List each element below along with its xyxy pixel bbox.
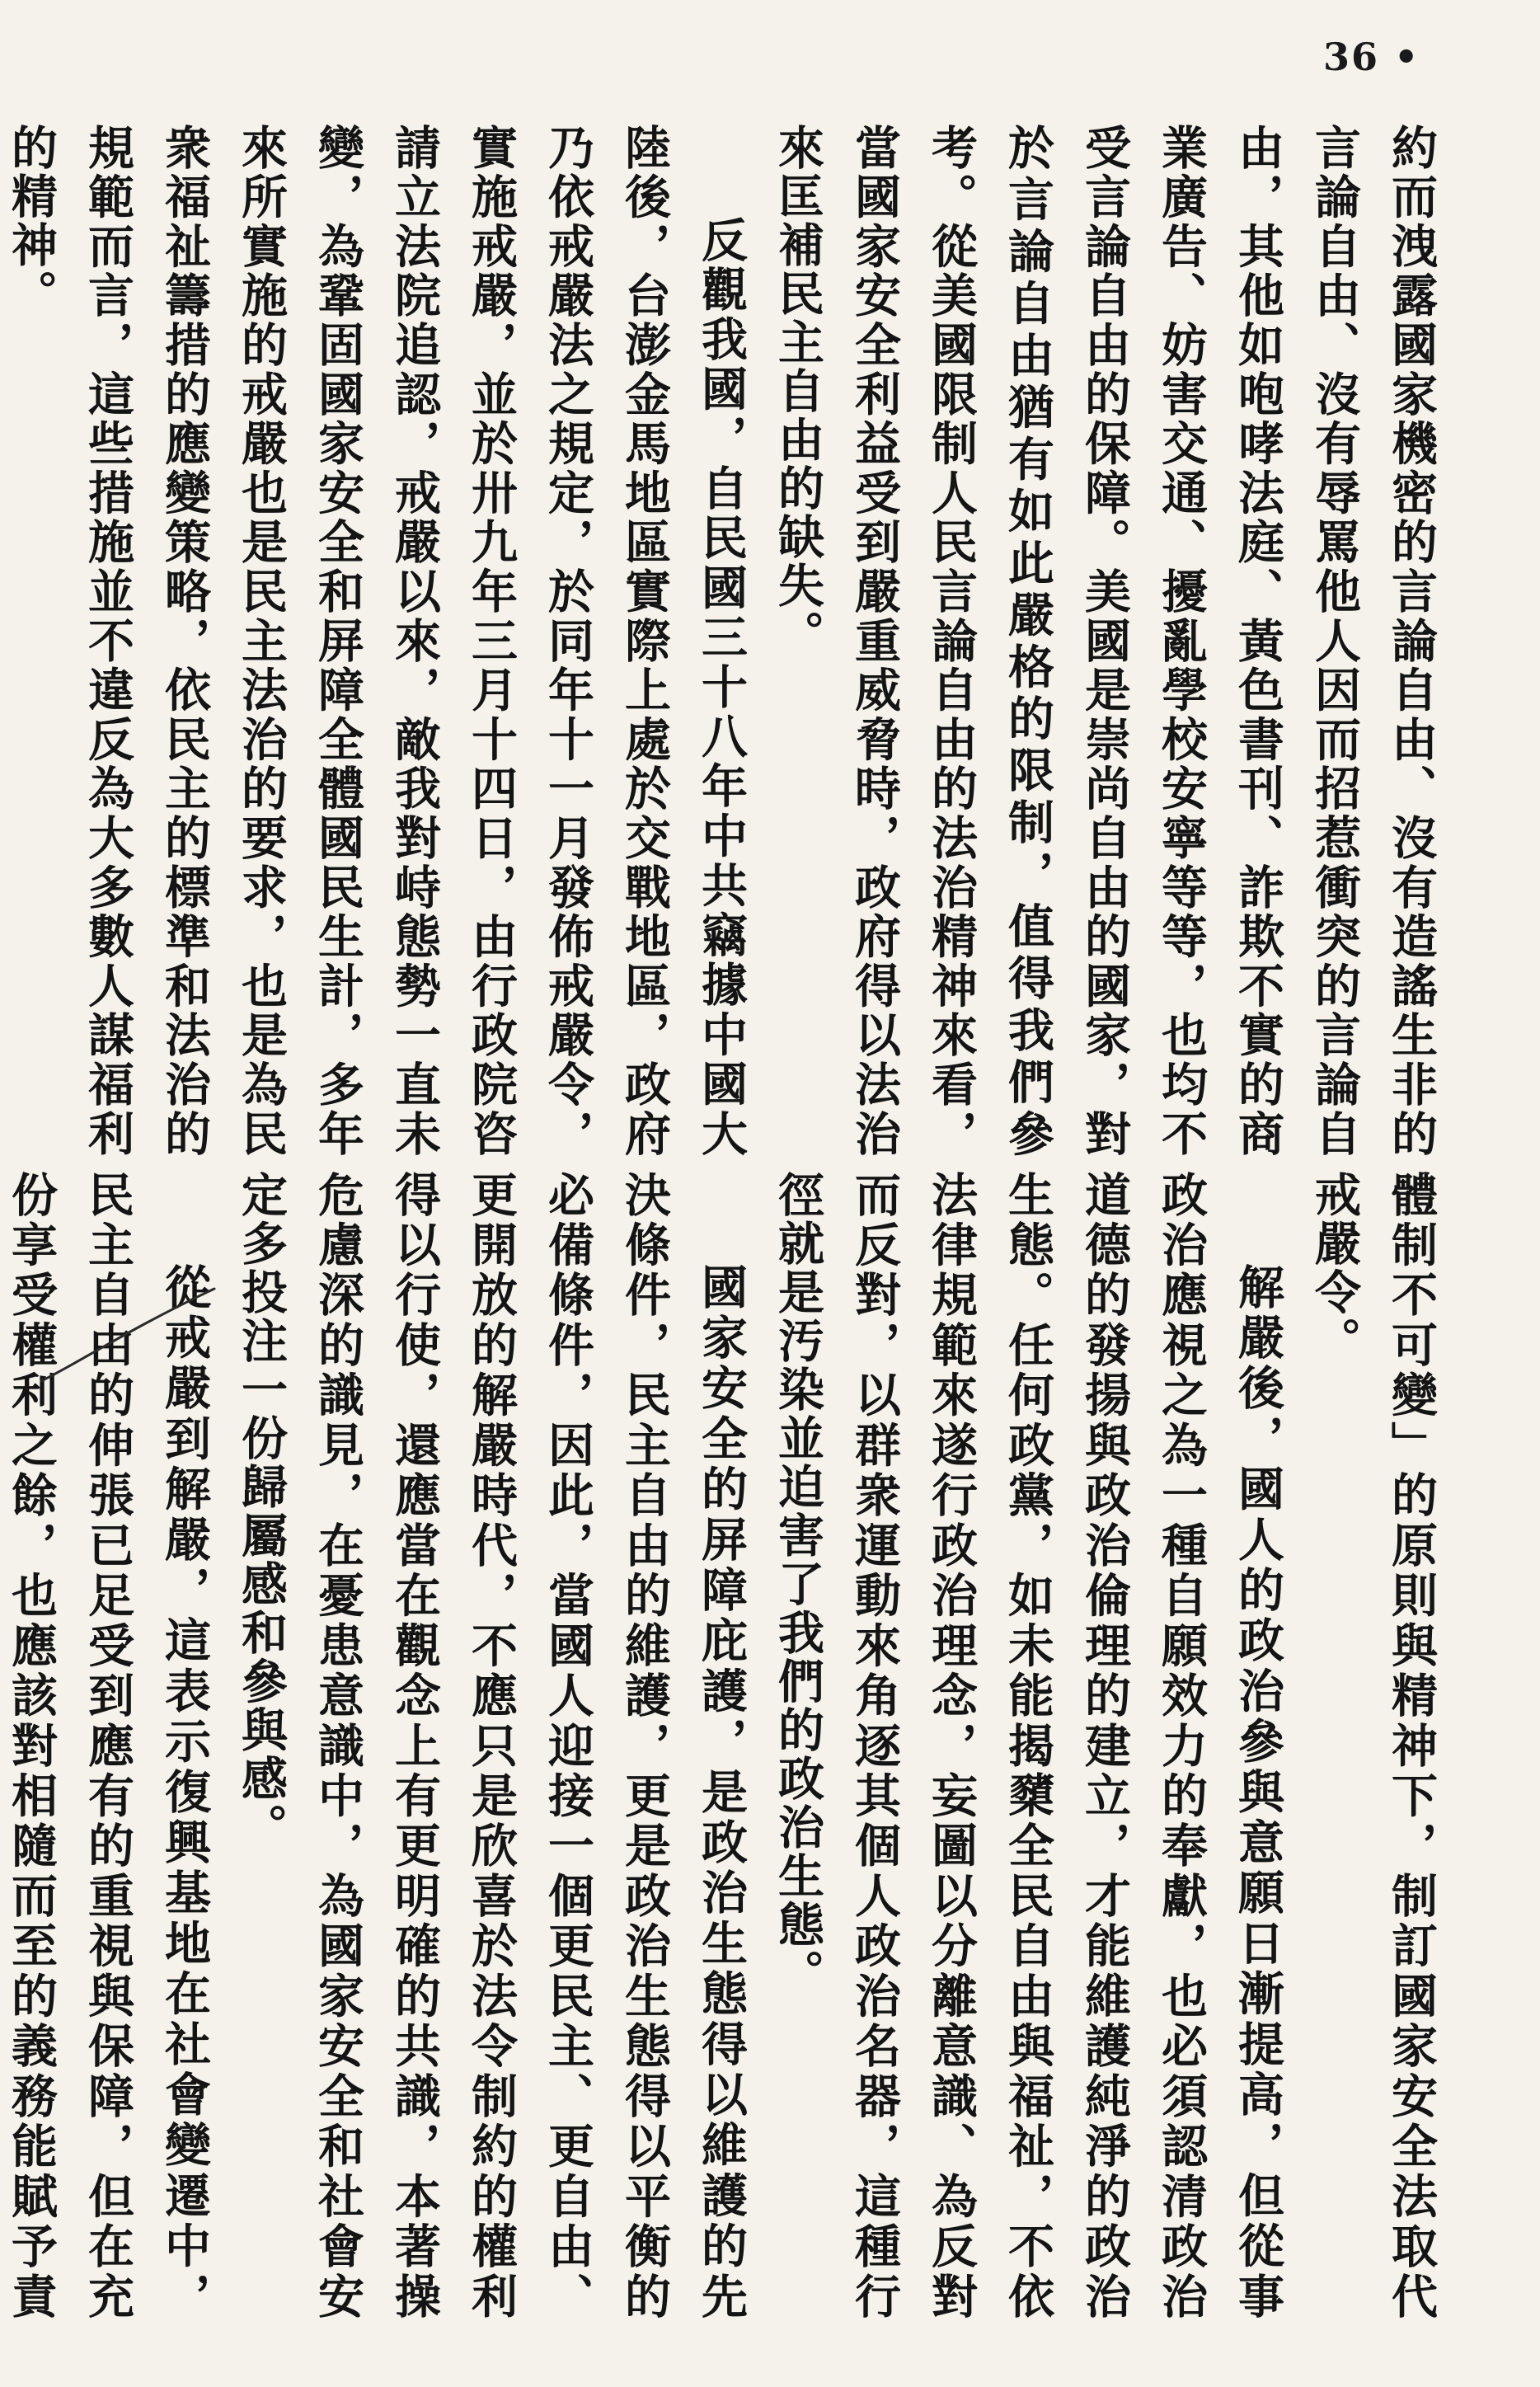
paragraph-national-security-shelter: 國家安全的屏障庇護，是政治生態得以維護的先決條件，民主自由的維護，更是政治生態得以平衡的必備條件，因此，當國人迎接一個更民主、更自由、更開放的解嚴時代，不應只是欣喜於法令制約的權利得以行使，還應當在觀念上有更明確的共識，本著操危慮深的識見，在憂患意識中，為國家安全和社會安定多投注一份歸屬感和參與感。 <box>234 1171 749 2321</box>
paragraph-from-martial-law-to-lifting: 從戒嚴到解嚴，這表示復興基地在社會變遷中，民主自由的伸張已足受到應有的重視與保障，但在充份享受權利之餘，也應該對相隨而至的義務能賦予責 <box>4 1171 212 2321</box>
top-text-block <box>4 124 1449 1158</box>
paragraph-national-security-law: 體制不可變」的原則與精神下，制訂國家安全法取代戒嚴令。 <box>1308 1171 1439 2321</box>
paragraph-martial-law-history: 反觀我國，自民國三十八年中共竊據中國大陸後，台澎金馬地區實際上處於交戰地區，政府乃依戒嚴法之規定，於同年十一月發佈戒嚴令，實施戒嚴，並於卅九年三月十四日，由行政院咨請立法院追認，戒嚴以來，敵我對峙態勢一直未變，為鞏固國家安全和屏障全體國民生計，多年來所實施的戒嚴也是民主法治的要求，也是為民衆福祉籌措的應變策略，依民主的標準和法治的規範而言，這些措施並不違反為大多數人謀福利的精神。 <box>4 124 749 1158</box>
bottom-text-block <box>4 1171 1449 2321</box>
paragraph-continuation: 約而洩露國家機密的言論自由、沒有造謠生非的言論自由、沒有辱罵他人因而招惹衝突的言論自由，其他如咆哮法庭、黃色書刊、詐欺不實的商業廣告、妨害交通、擾亂學校安寧等等，也均不受言論自由的保障。美國是崇尚自由的國家，對於言論自由猶有如此嚴格的限制，值得我們參考。從美國限制人民言論自由的法治精神來看，當國家安全利益受到嚴重威脅時，政府得以法治來匡補民主自由的缺失。 <box>771 124 1439 1158</box>
paragraph-political-ecology: 解嚴後，國人的政治參與意願日漸提高，但從事政治應視之為一種自願效力的奉獻，也必須認清政治道德的發揚與政治倫理的建立，才能維護純淨的政治生態。任何政黨，如未能揭櫫全民自由與福祉，不依法律規範來遂行政治理念，妄圖以分離意識、為反對而反對，以群衆運動來角逐其個人政治名器，這種行徑就是汚染並迫害了我們的政治生態。 <box>771 1171 1285 2321</box>
page-number: 36 • <box>1323 35 1420 79</box>
pen-mark-icon <box>33 1282 223 1389</box>
